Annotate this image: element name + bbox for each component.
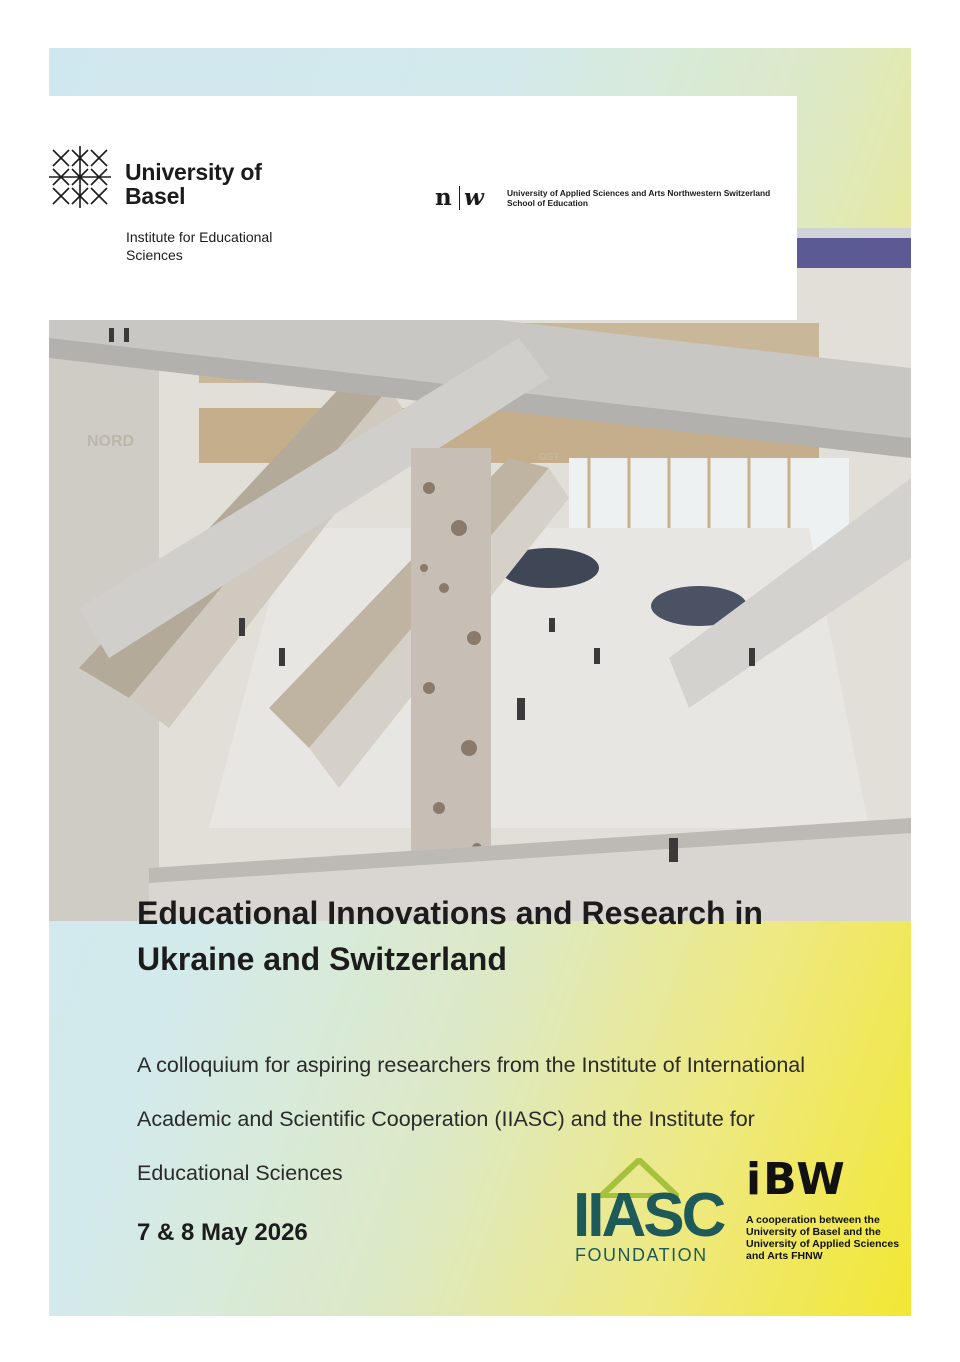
fhnw-mark-n: n <box>435 184 452 211</box>
poster <box>49 48 911 1316</box>
event-date: 7 & 8 May 2026 <box>137 1219 308 1246</box>
ibw-text: A cooperation between the University of Basel and the University of Applied Sciences and Arts FHNW <box>746 1214 900 1262</box>
unibas-institute: Institute for Educational Sciences <box>126 229 273 263</box>
fhnw-mark-divider <box>459 186 460 210</box>
atrium-illustration <box>49 228 911 921</box>
fhnw-mark-w: w <box>464 184 484 211</box>
iiasc-word: IIASC <box>573 1181 724 1250</box>
unibas-star-icon <box>49 146 111 208</box>
ibw-logo <box>746 1156 911 1266</box>
sign-ost: OST <box>539 452 560 463</box>
ibw-word: iBW <box>746 1154 847 1205</box>
sign-nord-2: NORD <box>87 433 135 450</box>
fhnw-text <box>507 188 807 208</box>
header-panel <box>49 96 797 320</box>
fhnw-mark <box>435 184 505 212</box>
page-title: Educational Innovations and Research in Ukraine and Switzerland <box>137 895 763 977</box>
iiasc-logo <box>569 1158 729 1268</box>
fhnw-line-1: University of Applied Sciences and Arts Northwestern Switzerland <box>507 188 771 198</box>
page-subtitle: A colloquium for aspiring researchers from the Institute of International Academic and Scientific Cooperation (IIASC) and the Institute for Educational Sciences <box>137 1053 806 1185</box>
unibas-name: University of Basel <box>125 159 262 209</box>
fhnw-line-2: School of Education <box>507 198 588 208</box>
atrium-photo <box>49 228 911 921</box>
iiasc-foundation: FOUNDATION <box>575 1245 708 1265</box>
